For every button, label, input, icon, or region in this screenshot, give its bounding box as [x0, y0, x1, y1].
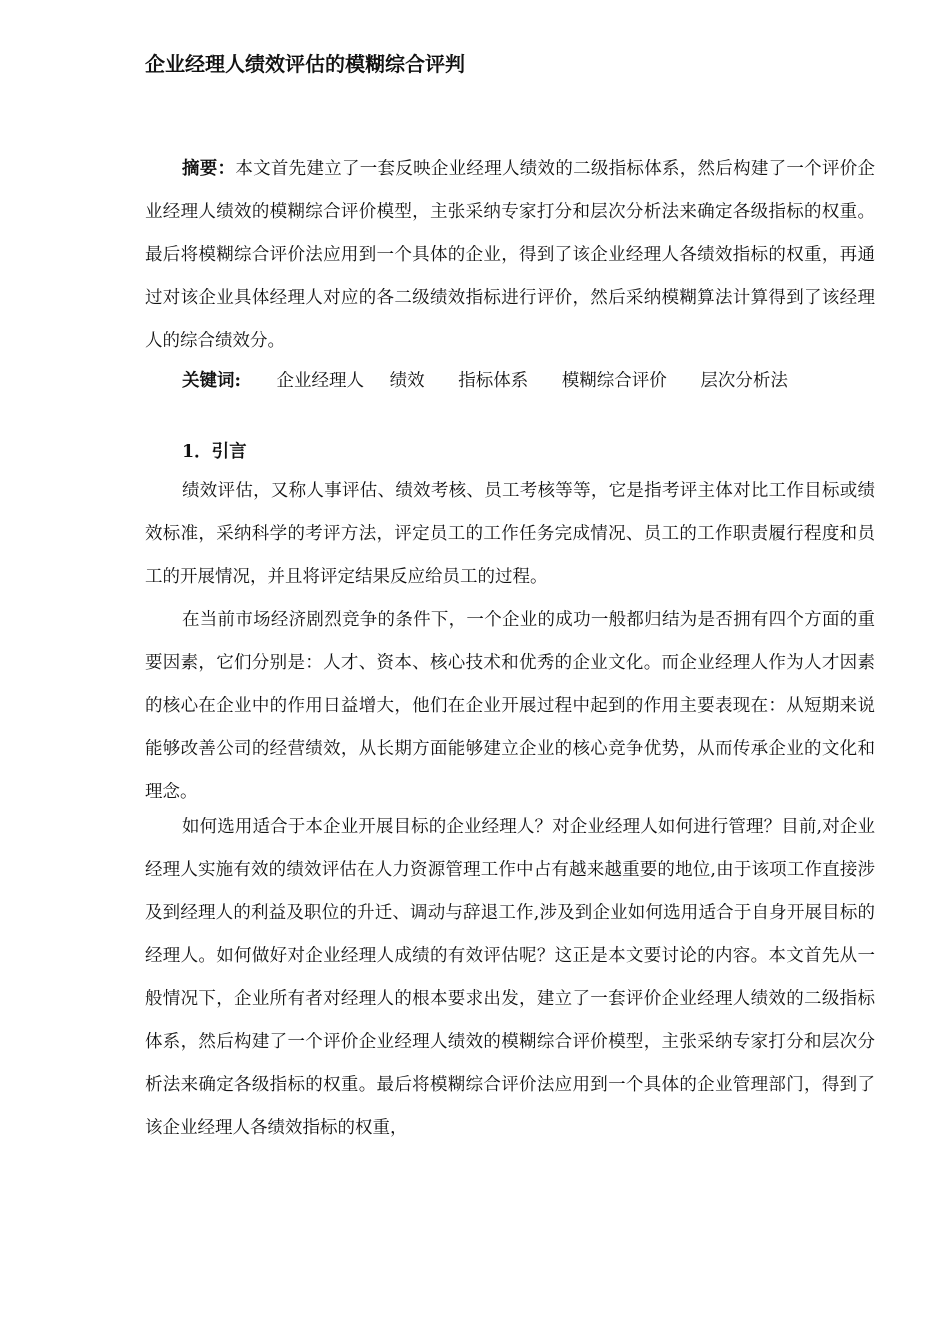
body-paragraph: 在当前市场经济剧烈竞争的条件下，一个企业的成功一般都归结为是否拥有四个方面的重要因素，它们分别是：人才、资本、核心技术和优秀的企业文化。而企业经理人作为人才因素的核心在企业中的作用日益增大，他们在企业开展过程中起到的作用主要表现在：从短期来说能够改善公司的经营绩效，从长期方面能够建立企业的核心竞争优势，从而传承企业的文化和理念。 [145, 610, 875, 802]
keywords [182, 365, 788, 397]
document-title: 企业经理人绩效评估的模糊综合评判 [145, 52, 465, 76]
section-heading: 1．引言 [182, 442, 247, 462]
keyword-item: 企业经理人 [276, 371, 365, 391]
keyword-item: 指标体系 [458, 371, 529, 391]
keyword-item: 绩效 [389, 371, 425, 391]
keyword-item: 模糊综合评价 [561, 371, 667, 391]
body-paragraph: 如何选用适合于本企业开展目标的企业经理人？对企业经理人如何进行管理？目前,对企业经理人实施有效的绩效评估在人力资源管理工作中占有越来越重要的地位,由于该项工作直接涉及到经理人的利益及职位的升迁、调动与辞退工作,涉及到企业如何选用适合于自身开展目标的经理人。如何做好对企业经理人成绩的有效评估呢？这正是本文要讨论的内容。本文首先从一般情况下，企业所有者对经理人的根本要求出发，建立了一套评价企业经理人绩效的二级指标体系，然后构建了一个评价企业经理人绩效的模糊综合评价模型，主张采纳专家打分和层次分析法来确定各级指标的权重。最后将模糊综合评价法应用到一个具体的企业管理部门，得到了该企业经理人各绩效指标的权重， [145, 817, 875, 1138]
abstract-label: 摘要： [182, 159, 236, 179]
abstract-text: 本文首先建立了一套反映企业经理人绩效的二级指标体系，然后构建了一个评价企业经理人绩效的模糊综合评价模型，主张采纳专家打分和层次分析法来确定各级指标的权重。最后将模糊综合评价法应用到一个具体的企业，得到了该企业经理人各绩效指标的权重，再通过对该企业具体经理人对应的各二级绩效指标进行评价，然后采纳模糊算法计算得到了该经理人的综合绩效分。 [145, 159, 876, 351]
keywords-label: 关键词: [182, 371, 241, 391]
keyword-item: 层次分析法 [700, 371, 788, 391]
body-paragraph: 绩效评估，又称人事评估、绩效考核、员工考核等等，它是指考评主体对比工作目标或绩效标准，采纳科学的考评方法，评定员工的工作任务完成情况、员工的工作职责履行程度和员工的开展情况，并且将评定结果反应给员工的过程。 [145, 481, 875, 587]
abstract [145, 148, 875, 363]
